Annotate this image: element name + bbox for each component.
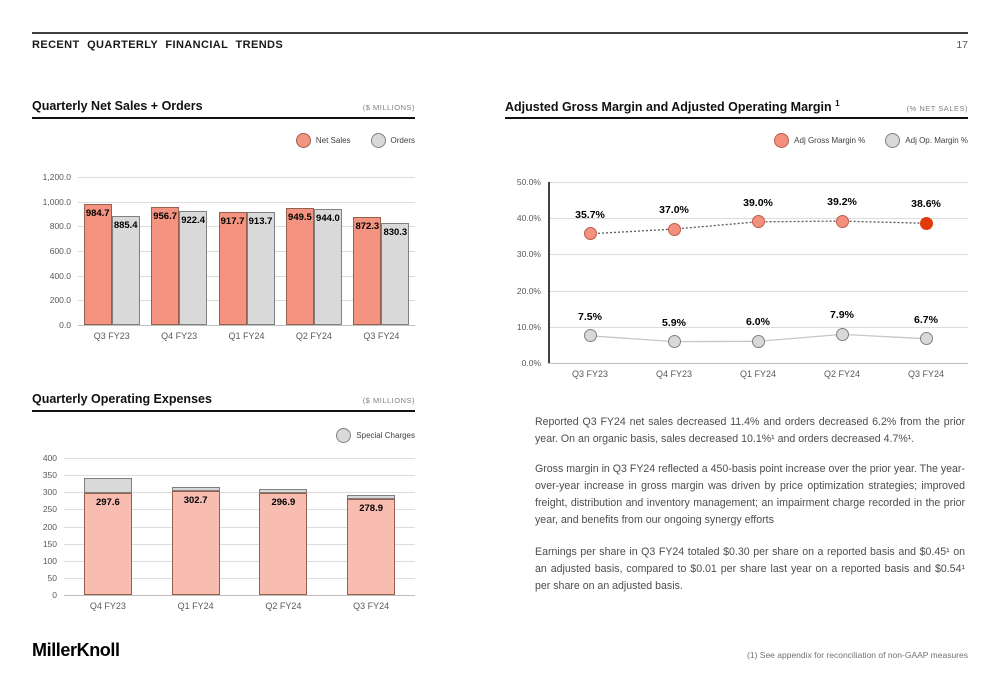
y-axis-tick: 50.0% <box>516 177 541 187</box>
bar-group <box>280 177 347 325</box>
x-axis-tick: Q2 FY24 <box>823 369 861 379</box>
x-axis-labels <box>548 369 968 379</box>
operating-expenses-segment <box>347 499 395 595</box>
chart-title <box>505 99 840 114</box>
orders-bar <box>381 223 409 325</box>
x-axis-tick: Q1 FY24 <box>739 369 777 379</box>
operating-expenses-segment <box>259 493 307 595</box>
net-sales-bar <box>84 204 112 325</box>
y-axis-tick: 0 <box>52 590 57 600</box>
commentary-paragraph: Reported Q3 FY24 net sales decreased 11.4% and orders decreased 6.2% from the prior year. On an organic basis, sales decreased 10.1%¹ and orders decreased 4.7%¹. <box>535 416 965 445</box>
bars-area <box>64 458 415 595</box>
legend-label: Orders <box>390 136 415 145</box>
legend-label: Adj Op. Margin % <box>905 136 968 145</box>
bar-value-label: 917.7 <box>220 215 245 227</box>
y-axis-tick: 1,200.0 <box>42 172 71 182</box>
data-point-label: 7.5% <box>578 310 602 323</box>
y-axis-tick: 350 <box>42 470 57 481</box>
adj-gross-margin-point <box>668 223 681 236</box>
adj-op-margin-point <box>584 329 597 342</box>
chart-plot-area <box>505 177 968 397</box>
x-axis-tick: Q3 FY24 <box>353 601 390 611</box>
gridline <box>78 325 415 326</box>
y-axis-tick: 300 <box>42 487 57 498</box>
commentary-paragraph: Earnings per share in Q3 FY24 totaled $0.30 per share on a reported basis and $0.45¹ on an adjusted basis, compared to $0.01 per share last year on a reported basis and $0.54¹ per share on an adjusted basis. <box>535 546 965 592</box>
gridline <box>548 363 968 364</box>
x-axis-tick: Q1 FY24 <box>177 601 214 611</box>
x-axis-tick: Q1 FY24 <box>228 331 265 341</box>
data-point-label: 6.0% <box>746 316 770 329</box>
x-axis-tick: Q3 FY24 <box>907 369 945 379</box>
y-axis-tick: 0.0% <box>521 358 541 368</box>
chart-title-text: Adjusted Gross Margin and Adjusted Operating Margin <box>505 100 832 115</box>
chart-legend <box>336 428 415 443</box>
operating-expenses-segment <box>172 491 220 595</box>
y-axis-tick: 150 <box>42 538 57 549</box>
gridline <box>64 595 415 596</box>
data-point-label: 35.7% <box>575 208 605 221</box>
bar-value-label: 949.5 <box>288 211 312 223</box>
legend-label: Special Charges <box>356 431 415 440</box>
title-underline <box>32 117 415 119</box>
adj-op-margin-legend-icon <box>885 133 900 148</box>
bar-value-label: 956.7 <box>153 211 177 223</box>
bar-group <box>348 177 415 325</box>
y-axis-tick: 250 <box>42 504 57 515</box>
data-point-label: 6.7% <box>914 313 938 326</box>
legend-item-adj-gross-margin <box>774 133 865 148</box>
adj-gross-margin-point <box>836 215 849 228</box>
x-axis-tick: Q4 FY23 <box>161 331 198 341</box>
orders-legend-icon <box>371 133 386 148</box>
commentary-block <box>535 414 965 608</box>
y-axis-tick: 40.0% <box>516 213 541 224</box>
bar-value-label: 296.9 <box>271 497 296 509</box>
chart-legend <box>774 133 968 148</box>
chart-units-label: ($ MILLIONS) <box>362 396 415 405</box>
stacked-bar <box>347 458 395 595</box>
adj-op-margin-point <box>668 335 681 348</box>
stacked-bar <box>172 458 220 595</box>
x-axis-tick: Q2 FY24 <box>295 331 332 341</box>
special-charges-legend-icon <box>336 428 351 443</box>
y-axis-tick: 0.0 <box>59 320 71 330</box>
bar-value-label: 302.7 <box>183 495 208 507</box>
data-point-label: 7.9% <box>830 309 854 322</box>
bar-value-label: 297.6 <box>95 497 120 509</box>
x-axis-tick: Q3 FY23 <box>93 331 130 341</box>
net-sales-legend-icon <box>296 133 311 148</box>
legend-label: Net Sales <box>315 136 351 145</box>
bar-value-label: 984.7 <box>85 207 110 219</box>
y-axis-tick: 200.0 <box>49 295 71 306</box>
orders-bar <box>314 209 342 325</box>
data-point-label: 39.2% <box>827 196 857 209</box>
commentary-paragraph: Gross margin in Q3 FY24 reflected a 450-basis point increase over the prior year. The year-over-year increase in gross margin was driven by price optimization strategies; improved freight, distribution and inventory management; an impairment charge recorded in the prior year, and benefits from our ongoing synergy efforts <box>535 463 965 526</box>
bar-group <box>327 458 415 595</box>
x-axis-labels <box>78 331 415 341</box>
y-axis-tick: 400.0 <box>49 270 71 281</box>
bar-group <box>145 177 212 325</box>
special-charges-segment <box>84 478 132 493</box>
chart-units-label: (% NET SALES) <box>906 104 968 114</box>
legend-item-adj-op-margin <box>885 133 968 148</box>
y-axis-tick: 30.0% <box>516 249 541 260</box>
net-sales-bar <box>286 208 314 325</box>
adj-gross-margin-point <box>584 227 597 240</box>
adj-gross-margin-legend-icon <box>774 133 789 148</box>
bar-value-label: 278.9 <box>359 503 384 515</box>
bar-group <box>213 177 280 325</box>
bar-value-label: 885.4 <box>113 219 138 231</box>
adj-gross-margin-point <box>920 217 933 230</box>
y-axis-tick: 100 <box>42 555 57 566</box>
bar-group <box>64 458 152 595</box>
legend-label: Adj Gross Margin % <box>794 136 866 145</box>
x-axis-tick: Q3 FY24 <box>363 331 400 341</box>
page-number: 17 <box>956 39 968 51</box>
title-underline <box>505 117 968 119</box>
bar-value-label: 922.4 <box>181 215 205 227</box>
adj-op-margin-point <box>920 332 933 345</box>
y-axis-tick: 50 <box>47 572 57 583</box>
chart-units-label: ($ MILLIONS) <box>362 103 415 112</box>
y-axis-tick: 800.0 <box>49 221 71 232</box>
data-point-label: 37.0% <box>659 204 689 217</box>
margin-trends-chart <box>505 99 968 399</box>
x-axis-labels <box>64 601 415 611</box>
y-axis-tick: 20.0% <box>516 285 541 296</box>
stacked-bar <box>84 458 132 595</box>
bar-value-label: 872.3 <box>355 221 380 233</box>
y-axis-tick: 400 <box>42 453 57 463</box>
y-axis-tick: 600.0 <box>49 246 71 256</box>
title-footnote-marker: 1 <box>835 99 840 108</box>
header-rule <box>32 32 968 34</box>
orders-bar <box>112 216 140 325</box>
data-point-label: 5.9% <box>662 316 686 329</box>
bars-area <box>78 177 415 325</box>
chart-plot-area <box>32 172 415 355</box>
data-point-label: 38.6% <box>911 198 941 211</box>
chart-title: Quarterly Net Sales + Orders <box>32 99 203 113</box>
page-title: RECENT QUARTERLY FINANCIAL TRENDS <box>32 39 284 51</box>
y-axis-tick: 200 <box>42 521 57 532</box>
x-axis-tick: Q4 FY23 <box>89 601 126 611</box>
bar-group <box>152 458 240 595</box>
bar-value-label: 830.3 <box>383 226 408 238</box>
net-sales-bar <box>353 217 381 325</box>
bar-group <box>78 177 145 325</box>
chart-title: Quarterly Operating Expenses <box>32 392 212 406</box>
legend-item-special-charges <box>336 428 415 443</box>
chart-legend <box>296 133 415 148</box>
adj-op-margin-point <box>836 328 849 341</box>
adj-op-margin-point <box>752 335 765 348</box>
orders-bar <box>179 211 207 325</box>
stacked-bar <box>259 458 307 595</box>
bar-value-label: 913.7 <box>248 216 273 228</box>
y-axis-tick: 1,000.0 <box>42 196 71 207</box>
x-axis-tick: Q3 FY23 <box>571 369 609 379</box>
y-axis-tick: 10.0% <box>516 321 541 332</box>
bar-group <box>240 458 328 595</box>
title-underline <box>32 410 415 412</box>
x-axis-tick: Q4 FY23 <box>655 369 693 379</box>
data-point-label: 39.0% <box>743 196 773 209</box>
net-sales-bar <box>151 207 179 325</box>
chart-plot-area <box>32 453 415 628</box>
orders-bar <box>247 212 275 325</box>
operating-expenses-segment <box>84 493 132 595</box>
millerknoll-logo: MillerKnoll <box>32 640 120 660</box>
adj-gross-margin-point <box>752 215 765 228</box>
legend-item-net-sales <box>296 133 351 148</box>
net-sales-orders-chart <box>32 99 415 359</box>
bar-value-label: 944.0 <box>316 212 340 224</box>
net-sales-bar <box>219 212 247 325</box>
legend-item-orders <box>371 133 415 148</box>
operating-expenses-chart <box>32 392 415 622</box>
footnote: (1) See appendix for reconciliation of non-GAAP measures <box>747 650 968 660</box>
x-axis-tick: Q2 FY24 <box>265 601 302 611</box>
